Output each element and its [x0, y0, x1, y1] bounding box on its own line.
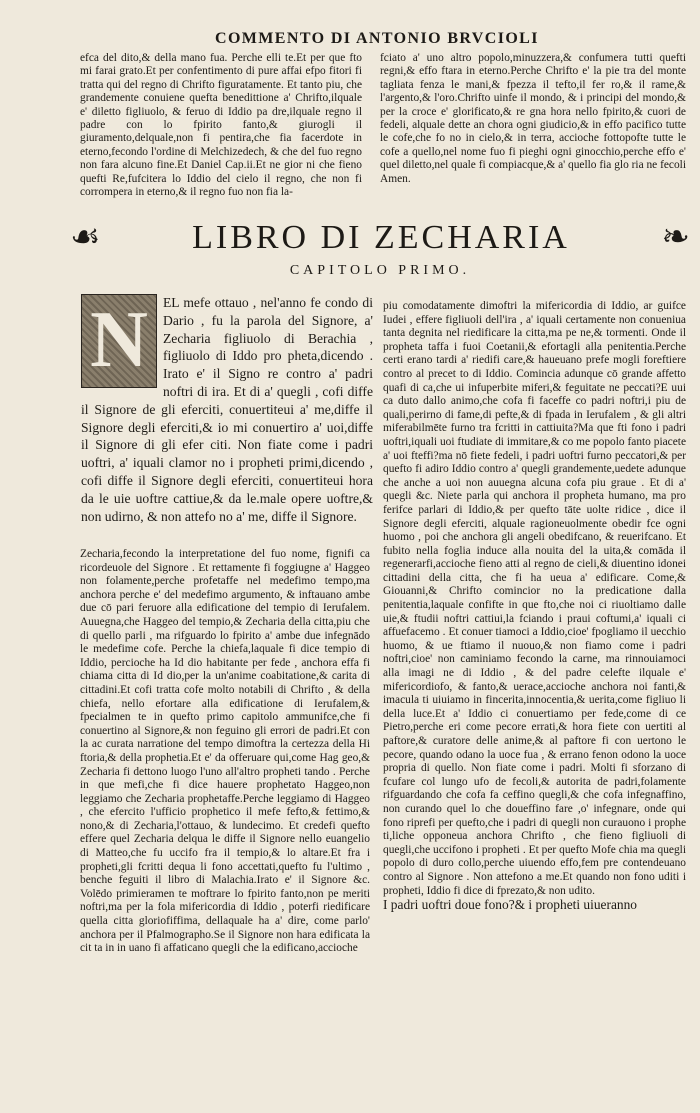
book-title: LIBRO DI ZECHARIA: [192, 219, 570, 256]
book-title-block: [70, 213, 690, 263]
decorated-initial: N: [81, 294, 157, 388]
scripture-body: EL mefe ottauo , nel'anno fe condo di Dario , fu la parola del Signore, a' Zecharia figliuolo di Berachia , figliuolo di Iddo pro pheta,dicendo . Irato e' il Signo re contro a' padri noftri di ira. Et di a' quegli , cofi diffe il Signore de gli eferciti, conuertiteui a' me,diffe il Signore degli eferciti,& io mi conuertiro a' uoi,diffe il Signore di gli efer citi. Non fiate come i padri uoftri, a' iquali clamor no i propheti primi,dicendo , cofi diffe il Signore degli eferciti, conuertiteui hora da le uie uoftre cattiue,& da le.male opere uoftre,& non udirno, & non attefo no a' me, diffe il Signore.: [81, 295, 373, 524]
chapter-heading: CAPITOLO PRIMO.: [289, 263, 471, 278]
commentary-left: [80, 548, 370, 956]
fleuron-right-icon: ❧: [661, 219, 690, 256]
commentary-top-right: [380, 52, 686, 186]
paragraph: Zecharia,fecondo la interpretatione del fuo nome, fignifi ca ricordeuole del Signore . Et rettamente fi foggiugne a' Haggeo non folamente,perche profetaffe nel medefimo tempo,ma anchora perche e' del medefimo argumento, & inftauano ambe due cō pari feruore alla edificatione del tempio di Ierufalem. Auuegna,che Haggeo del tempio,& Zecharia della citta,piu che di quello parli , ma rifguardo lo fpirito a' ambe due infegnādo le medefime cofe. Perche la chiefa,laquale fi dice tempio di Iddio, percioche ha Id dio habitante per fede , anchora effa fi chiama citta di Id dio,per la un'anime coabitatione,& carita di cittadini.Et cofi tratta cofe molto notabili di Chrifto , & della chiefa, nello efortare alla edificatione di Ierufalem,& fpecialmen te in quefto primo capitolo ammunifce,che fi conuertino al Signore,& non feguino gli errori de padri.Et con la ac curata narratione del tempo dimoftra la certezza della Hi ftoria,& della prophetia.Et e' da offeruare qui,come Hag geo,& Zecharia fi dettono luogo l'uno all'altro propheti tando . Perche in que mefi,che fi dice hauere prophetato Haggeo,non leggiamo che Zecharia prophetaffe.Perche leggiamo di Haggeo , che efercito l'ufficio prophetico il mefe fefto,& fettimo,& nono,& di Zecharia,l'ottauo, & lundecimo. Et credefi quefto effere quel Zecharia delqua le diffe il Signore nello euangelio di Matteo,che fu uccifo fra il tempio,& lo altare.Et fra i propheti,gli fcritti dequa li fono accettati,quefto fu l'ultimo , benche feguiti il libro di Malachia.Irato e' il Signore &c. Volēdo primieramen te moftrare lo fpirito fanto,non pe meriti noftri,ma per la fola mifericordia di Iddio , poterfi riedificare quella citta gloriofiffima, dellaquale ha a' dire, come parlo' anchora per il Pfalmographo.Se il Signore non hara edificata la cit ta in in uano fi affaticano quegli che la edificano,accioche: [80, 548, 370, 955]
scripture-text: [81, 294, 373, 525]
paragraph: efca del dito,& della mano fua. Perche elli te.Et per que fto mi farai grato.Et per confentimento di pure affai efpo fitori fi tratta qui del regno di Chrifto figuratamente. Et tanto piu, che grandemente conuiene quefta benedittione a' Chrifto,ilquale e' diletto figliuolo, & feruo di Iddio pa dre,ilquale regno il padre con lo fpirito fanto,& giurogli il giuramento,delquale,non fi pentira,che fia facerdote in eterno,fecondo l'ordine di Melchizedech, & che del fuo regno non fara alcuno fine.Et Daniel Cap.ii.Et ne gior ni che fieno quefti Re,fufcitera lo Iddio del cielo il regno, che non fi corrompera in eterno,& il regno fuo non fia la-: [80, 52, 362, 199]
paragraph: fciato a' uno altro popolo,minuzzera,& confumera tutti quefti regni,& effo ftara in eterno.Perche Chrifto e' la pie tra del monte tagliata fenza le mani,& fpezza il tefto,il fer ro,& il rame,& l'argento,& l'oro.Chrifto uinfe il mondo, & i principi del mondo,& per la croce e' glorificato,& re gna hora nello fpirito,& cuori de fedeli, alquale dette an chora ogni giudicio,& in effo pacifico tutte le cofe,che fo no in cielo,& in terra, accioche fottopofte tutte le cofe a quello,nel nome fuo fi pieghi ogni ginocchio,perche effo e' quel diletto,nel quale fi compiacque,& a' quello fia glo ria ne fecoli Amen.: [380, 52, 687, 185]
catchline: I padri uoftri doue fono?& i propheti uiueranno: [383, 897, 637, 913]
fleuron-left-icon: ☙: [70, 219, 101, 256]
paragraph: piu comodatamente dimoftri la mifericordia di Iddio, ar guifce Iudei , effere figliuoli dell'ira , a' iquali certamente non conueniua tanta degnita nel riedificare la citta,ma pe ne,& tormenti. Onde il propheta taffa i fuoi Coetanii,& efortagli alla penitentia.Perche certi erano tardi a' riedifi care,& haueuano prefe mogli foreftiere contro al precet to di Iddio. Comincia adunque cō grande affetto quafi di ca,che ui infuperbite miferi,& feguitate ne peccati?E uui ca duto dallo animo,che cofa fi faceffe co padri noftri,i piu de quali,perirno di fame,di pefte,& di fpada in Ierufalem , & gli altri miferabilmēte furno tra fcritti in cattiuita?Ma que fti fono i padri uoftri,iquali uoi ftudiate di immitare,& co me popolo fanto piacete a' uoi fteffi?ma nō fiete fedeli, i padri uoftri furno peccatori,& per quefto fi adiro Iddio contro a' quegli grandemente,uedete adunque che anche a uoi non auuegna alcuna cofa piu graue . Et di a' quegli &c. Niete parla qui anchora il propheta humano, ma pro ferifce parlari di Iddio,& per quefto tāte uolte ridice , dice il Signore degli eferciti, alquale ragioneuolmente obedir fce ogni huomo , poi che anchora gli angeli obedifcano, & reuerifcano. Et fubito nella foglia induce alla nouita del la uita,& comāda il regenerarfi,accioche fieno atti al regno de cieli,& diuentino idonei cittadini della citta, che fi ha ueua a' edificare. Come,& Giouanni,& Chrifto comincior no la predicatione dalla penitentia,laquale confifte in que fto,che noi ci riuoltiamo dalle uie,& ftudii noftri cattiui,la fciando i praui coftumi,a' iquali ci affuefacemo . Et conuer tiamoci a Iddio,cioe' fpogliamo il uecchio huomo, & ue ftiamo il nuouo,& non fiamo come i padri noftri,cioe' non caminiamo fecondo la carne, ma rinnouiamoci alla imagi ne di Iddio , & del padre celefte ilquale e' mifericordiofo, & fanto,& uerace,accioche anchora noi fanti,& imacula ti uiuiamo in fincerita,innocentia,& uerita,come figliuo li della luce.Et a' Iddio ci conuertiamo per fede,come di ce Pietro,perche eri come pecore errati,& hora fiete con uertiti al paftore,& curatore delle anime,& al paftore fi con uertono le pecore, quando odano la uoce fua , & errano fenon odono la uoce propria di quello. Non fiate come i padri. Molti fi sforzano di fcufare col lungo ufo de fecoli,& autorita de padri,folamente rifguardando che cofa fa ceffino quegli,& che cofa infegnaffino, non curando quel lo che doueffino fare ,o' infegnare, onde qui fono riprefi per quefto,che i padri di quegli non curauono i prophe ti,liche opponeua anchora Chrifto , che fieno figliuoli di quegli,che uccifono i propheti . Et per quefto Mofe chia ma quegli popolo di duro collo,perche uiuendo effo,fem pre contendeuano contro al Signore . Non attefono a me.Et quando non fono uditi i propheti, Iddio fi dice di fprezato,& non udito.: [383, 300, 686, 897]
running-head: COMMENTO DI ANTONIO BRVCIOLI: [215, 30, 539, 47]
commentary-top-left: [80, 52, 362, 199]
commentary-right: [383, 300, 686, 912]
